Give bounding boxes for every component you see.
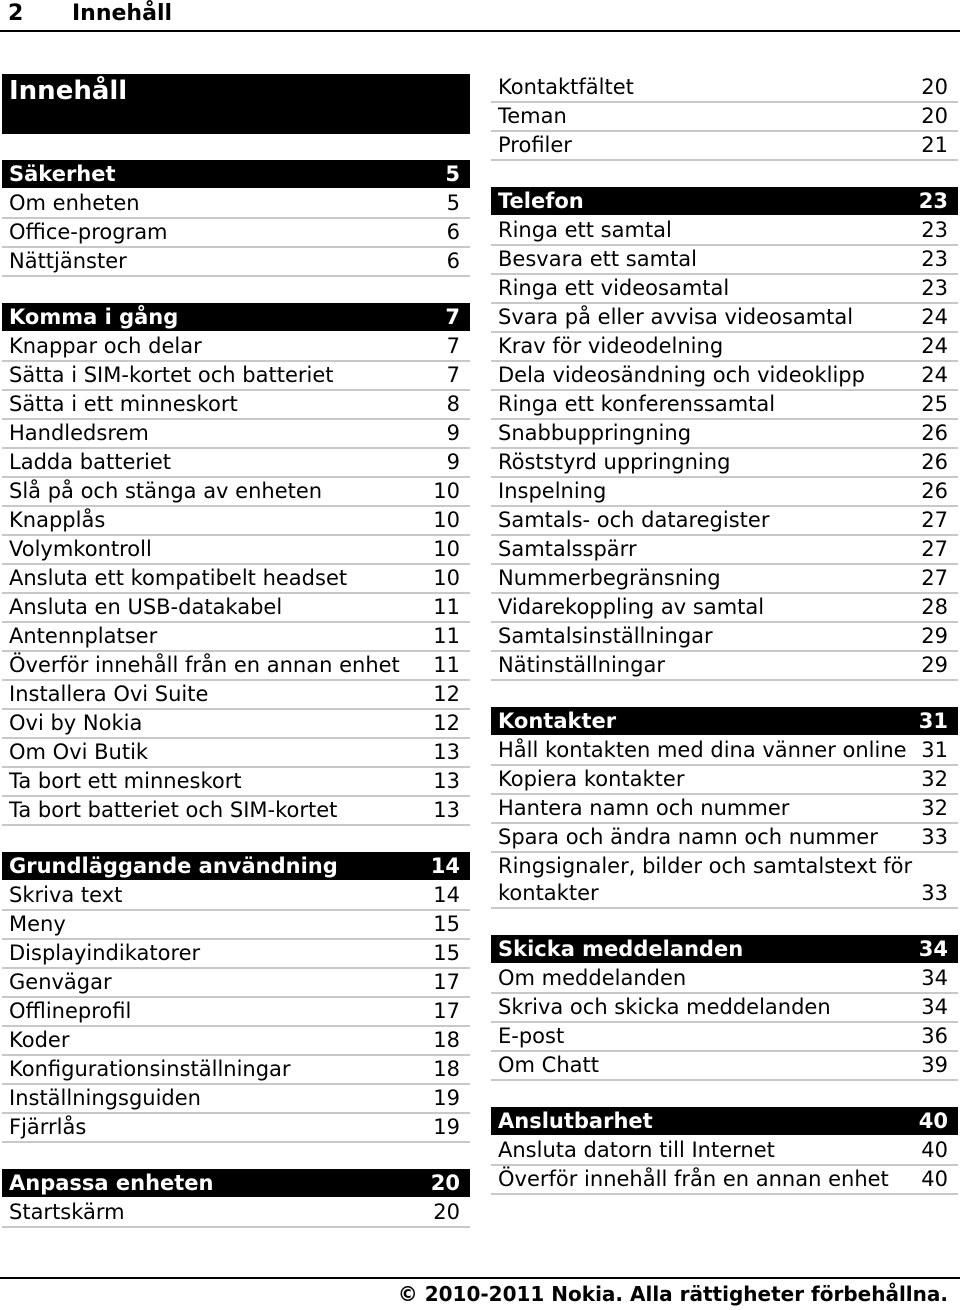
toc-entry-page: 15 bbox=[433, 912, 460, 936]
section-page: 20 bbox=[430, 1171, 460, 1195]
toc-entry[interactable] bbox=[491, 1052, 958, 1081]
toc-entry-page: 11 bbox=[433, 595, 460, 619]
toc-entry[interactable] bbox=[491, 362, 958, 391]
toc-entry-page: 7 bbox=[446, 363, 460, 387]
toc-entry[interactable] bbox=[2, 940, 470, 969]
page-header bbox=[0, 0, 960, 32]
toc-entry-page: 11 bbox=[433, 653, 460, 677]
toc-entry[interactable] bbox=[491, 507, 958, 536]
toc-entry[interactable] bbox=[491, 132, 958, 161]
toc-entry[interactable] bbox=[491, 449, 958, 478]
toc-entry[interactable] bbox=[2, 623, 470, 652]
toc-entry-title: Sätta i ett minneskort bbox=[9, 392, 238, 416]
toc-entry-title: Ta bort batteriet och SIM-kortet bbox=[9, 798, 338, 822]
toc-left-column bbox=[2, 74, 470, 1228]
toc-entry[interactable] bbox=[491, 965, 958, 994]
toc-entry-title: Håll kontakten med dina vänner online bbox=[498, 738, 907, 762]
toc-section-heading[interactable] bbox=[2, 303, 470, 331]
toc-entry[interactable] bbox=[2, 248, 470, 277]
toc-entry-page: 20 bbox=[921, 75, 948, 99]
toc-entry[interactable] bbox=[2, 420, 470, 449]
toc-entry-page: 13 bbox=[433, 798, 460, 822]
toc-entry-page: 18 bbox=[433, 1057, 460, 1081]
toc-entry-page: 10 bbox=[433, 479, 460, 503]
toc-entry-page: 20 bbox=[433, 1200, 460, 1224]
toc-entry-page: 40 bbox=[921, 1138, 948, 1162]
toc-entry[interactable] bbox=[491, 1023, 958, 1052]
toc-entry-page: 19 bbox=[433, 1086, 460, 1110]
toc-entry-title: Ladda batteriet bbox=[9, 450, 171, 474]
toc-entry[interactable] bbox=[491, 1166, 958, 1195]
toc-entry[interactable] bbox=[491, 994, 958, 1023]
toc-entry-title: Nättjänster bbox=[9, 249, 127, 273]
toc-section-heading[interactable] bbox=[491, 935, 958, 963]
toc-section-heading[interactable] bbox=[491, 707, 958, 735]
toc-entry-title: Skriva text bbox=[9, 883, 123, 907]
toc-entry-title: Ansluta en USB-datakabel bbox=[9, 595, 283, 619]
copyright: © 2010-2011 Nokia. Alla rättigheter förbehållna. bbox=[397, 1282, 948, 1306]
toc-entry[interactable] bbox=[2, 333, 470, 362]
toc-entry-title: Om meddelanden bbox=[498, 966, 687, 990]
toc-entry-page: 15 bbox=[433, 941, 460, 965]
toc-entry-title: Sätta i SIM-kortet och batteriet bbox=[9, 363, 334, 387]
toc-entry[interactable] bbox=[2, 710, 470, 739]
toc-entry[interactable] bbox=[491, 795, 958, 824]
toc-entry-title: Om enheten bbox=[9, 191, 140, 215]
section-title: Kontakter bbox=[498, 709, 617, 733]
toc-entry-title: Om Chatt bbox=[498, 1053, 599, 1077]
toc-entry[interactable] bbox=[2, 594, 470, 623]
toc-entry[interactable] bbox=[2, 768, 470, 797]
toc-entry[interactable] bbox=[491, 623, 958, 652]
toc-entry-title: Nätinställningar bbox=[498, 653, 665, 677]
toc-entry-title: Installera Ovi Suite bbox=[9, 682, 209, 706]
toc-entry-title: Spara och ändra namn och nummer bbox=[498, 825, 878, 849]
toc-entry-title: Knappar och delar bbox=[9, 334, 202, 358]
section-page: 23 bbox=[918, 189, 948, 213]
toc-entry-page: 12 bbox=[433, 682, 460, 706]
toc-entry-page: 8 bbox=[446, 392, 460, 416]
toc-entry-page: 21 bbox=[921, 133, 948, 157]
toc-entry-page: 26 bbox=[921, 450, 948, 474]
section-title: Telefon bbox=[498, 189, 584, 213]
toc-entry-page: 33 bbox=[921, 881, 948, 905]
toc-entry[interactable] bbox=[491, 217, 958, 246]
toc-entry[interactable] bbox=[491, 103, 958, 132]
toc-entry-page: 25 bbox=[921, 392, 948, 416]
toc-entry[interactable] bbox=[491, 478, 958, 507]
toc-section-heading[interactable] bbox=[491, 1107, 958, 1135]
toc-entry[interactable] bbox=[491, 853, 958, 909]
toc-entry-title: Röststyrd uppringning bbox=[498, 450, 731, 474]
toc-entry[interactable] bbox=[2, 797, 470, 826]
toc-entry-title: Ringa ett samtal bbox=[498, 218, 672, 242]
toc-entry-title: Överför innehåll från en annan enhet bbox=[498, 1167, 889, 1191]
toc-entry[interactable] bbox=[491, 420, 958, 449]
toc-entry[interactable] bbox=[2, 1027, 470, 1056]
toc-entry[interactable] bbox=[491, 246, 958, 275]
toc-entry-title: Profiler bbox=[498, 133, 572, 157]
toc-entry-title: Samtalsspärr bbox=[498, 537, 637, 561]
toc-entry-title: Samtalsinställningar bbox=[498, 624, 713, 648]
toc-entry-page: 36 bbox=[921, 1024, 948, 1048]
section-title: Komma i gång bbox=[9, 305, 179, 329]
section-page: 40 bbox=[918, 1109, 948, 1133]
toc-entry-page: 13 bbox=[433, 769, 460, 793]
toc-entry[interactable] bbox=[2, 882, 470, 911]
toc-entry-page: 6 bbox=[446, 220, 460, 244]
section-title: Skicka meddelanden bbox=[498, 937, 744, 961]
toc-entry-title: Kontaktfältet bbox=[498, 75, 634, 99]
toc-entry-page: 14 bbox=[433, 883, 460, 907]
section-page: 34 bbox=[918, 937, 948, 961]
page-number: 2 bbox=[8, 1, 24, 26]
toc-entry[interactable] bbox=[2, 1114, 470, 1143]
toc-section-heading[interactable] bbox=[2, 1169, 470, 1197]
section-page: 5 bbox=[445, 162, 460, 186]
toc-entry-title: Genvägar bbox=[9, 970, 112, 994]
toc-entry[interactable] bbox=[2, 507, 470, 536]
toc-entry[interactable] bbox=[491, 766, 958, 795]
toc-entry-page: 17 bbox=[433, 999, 460, 1023]
toc-entry[interactable] bbox=[2, 190, 470, 219]
toc-entry[interactable] bbox=[491, 275, 958, 304]
toc-entry[interactable] bbox=[2, 565, 470, 594]
toc-entry-title: Hantera namn och nummer bbox=[498, 796, 790, 820]
toc-section-heading[interactable] bbox=[491, 187, 958, 215]
toc-entry-page: 10 bbox=[433, 508, 460, 532]
toc-entry-title: Ansluta datorn till Internet bbox=[498, 1138, 775, 1162]
toc-entry-title: Fjärrlås bbox=[9, 1115, 87, 1139]
toc-entry[interactable] bbox=[2, 911, 470, 940]
section-title: Anpassa enheten bbox=[9, 1171, 214, 1195]
toc-entry[interactable] bbox=[491, 333, 958, 362]
toc-entry-page: 23 bbox=[921, 218, 948, 242]
toc-entry-title: Slå på och stänga av enheten bbox=[9, 479, 323, 503]
toc-entry[interactable] bbox=[491, 1137, 958, 1166]
toc-entry-title: Antennplatser bbox=[9, 624, 158, 648]
toc-entry-title: E-post bbox=[498, 1024, 565, 1048]
toc-entry-title: Nummerbegränsning bbox=[498, 566, 721, 590]
toc-entry-title: Koder bbox=[9, 1028, 70, 1052]
toc-entry-page: 11 bbox=[433, 624, 460, 648]
toc-entry-title: Knapplås bbox=[9, 508, 106, 532]
toc-section-heading[interactable] bbox=[2, 160, 470, 188]
toc-entry-title: Ansluta ett kompatibelt headset bbox=[9, 566, 348, 590]
toc-entry-title: Vidarekoppling av samtal bbox=[498, 595, 765, 619]
toc-entry-page: 9 bbox=[446, 450, 460, 474]
toc-entry-page: 34 bbox=[921, 966, 948, 990]
toc-entry-title: Offlineprofil bbox=[9, 999, 132, 1023]
header-title: Innehåll bbox=[72, 1, 173, 26]
toc-entry-page: 9 bbox=[446, 421, 460, 445]
toc-entry-title: Inställningsguiden bbox=[9, 1086, 201, 1110]
toc-entry[interactable] bbox=[491, 652, 958, 681]
toc-entry-page: 26 bbox=[921, 479, 948, 503]
toc-entry-title: Ringa ett konferenssamtal bbox=[498, 392, 776, 416]
toc-entry[interactable] bbox=[491, 391, 958, 420]
toc-entry-title: Samtals- och dataregister bbox=[498, 508, 770, 532]
toc-entry-title: Startskärm bbox=[9, 1200, 125, 1224]
toc-entry-title: Skriva och skicka meddelanden bbox=[498, 995, 831, 1019]
toc-entry[interactable] bbox=[491, 737, 958, 766]
toc-entry[interactable] bbox=[491, 536, 958, 565]
toc-title: Innehåll bbox=[2, 74, 470, 134]
toc-entry-page: 10 bbox=[433, 537, 460, 561]
toc-entry-title: Kopiera kontakter bbox=[498, 767, 685, 791]
toc-entry-title: Överför innehåll från en annan enhet bbox=[9, 653, 400, 677]
toc-entry-page: 24 bbox=[921, 305, 948, 329]
toc-entry[interactable] bbox=[491, 74, 958, 103]
toc-entry-page: 5 bbox=[446, 191, 460, 215]
toc-entry-page: 13 bbox=[433, 740, 460, 764]
toc-entry[interactable] bbox=[2, 1056, 470, 1085]
toc-entry-page: 12 bbox=[433, 711, 460, 735]
section-page: 14 bbox=[430, 854, 460, 878]
toc-entry[interactable] bbox=[2, 449, 470, 478]
toc-entry-page: 33 bbox=[921, 825, 948, 849]
toc-entry-title: Krav för videodelning bbox=[498, 334, 724, 358]
toc-entry[interactable] bbox=[2, 478, 470, 507]
toc-entry-page: 6 bbox=[446, 249, 460, 273]
toc-entry-page: 40 bbox=[921, 1167, 948, 1191]
toc-entry-page: 17 bbox=[433, 970, 460, 994]
toc-entry-page: 32 bbox=[921, 796, 948, 820]
toc-entry-title: Snabbuppringning bbox=[498, 421, 692, 445]
toc-entry[interactable] bbox=[2, 998, 470, 1027]
toc-entry-title: Ringa ett videosamtal bbox=[498, 276, 730, 300]
toc-entry-page: 29 bbox=[921, 624, 948, 648]
toc-entry[interactable] bbox=[2, 681, 470, 710]
toc-entry-page: 26 bbox=[921, 421, 948, 445]
toc-entry-page: 31 bbox=[921, 738, 948, 762]
toc-entry-page: 24 bbox=[921, 363, 948, 387]
toc-entry[interactable] bbox=[2, 536, 470, 565]
toc-entry-title: Ovi by Nokia bbox=[9, 711, 143, 735]
toc-entry[interactable] bbox=[2, 1085, 470, 1114]
toc-entry[interactable] bbox=[491, 304, 958, 333]
toc-entry-page: 10 bbox=[433, 566, 460, 590]
toc-entry-title: Volymkontroll bbox=[9, 537, 152, 561]
toc-entry-title: Konfigurationsinställningar bbox=[9, 1057, 291, 1081]
section-title: Anslutbarhet bbox=[498, 1109, 653, 1133]
toc-entry-title: Ta bort ett minneskort bbox=[9, 769, 242, 793]
toc-entry-title: Besvara ett samtal bbox=[498, 247, 698, 271]
section-page: 31 bbox=[918, 709, 948, 733]
toc-entry-page: 27 bbox=[921, 508, 948, 532]
toc-entry-title: Svara på eller avvisa videosamtal bbox=[498, 305, 854, 329]
toc-entry-page: 32 bbox=[921, 767, 948, 791]
toc-entry-page: 29 bbox=[921, 653, 948, 677]
toc-entry-page: 7 bbox=[446, 334, 460, 358]
toc-entry[interactable] bbox=[2, 219, 470, 248]
toc-entry-title: Handledsrem bbox=[9, 421, 149, 445]
toc-entry-title: Office-program bbox=[9, 220, 168, 244]
toc-entry-page: 18 bbox=[433, 1028, 460, 1052]
toc-entry[interactable] bbox=[2, 969, 470, 998]
section-title: Säkerhet bbox=[9, 162, 116, 186]
section-page: 7 bbox=[445, 305, 460, 329]
toc-entry-page: 39 bbox=[921, 1053, 948, 1077]
toc-entry-page: 23 bbox=[921, 247, 948, 271]
toc-entry-title: Ringsignaler, bilder och samtalstext för kontakter bbox=[498, 854, 913, 905]
toc-entry-page: 34 bbox=[921, 995, 948, 1019]
toc-entry-title: Teman bbox=[498, 104, 567, 128]
toc-entry-page: 27 bbox=[921, 537, 948, 561]
toc-entry-page: 24 bbox=[921, 334, 948, 358]
toc-entry-title: Inspelning bbox=[498, 479, 607, 503]
toc-entry[interactable] bbox=[491, 824, 958, 853]
page-footer bbox=[0, 1277, 960, 1310]
toc-entry[interactable] bbox=[2, 739, 470, 768]
toc-entry-title: Displayindikatorer bbox=[9, 941, 201, 965]
toc-entry[interactable] bbox=[491, 565, 958, 594]
toc-entry-page: 28 bbox=[921, 595, 948, 619]
toc-entry-page: 27 bbox=[921, 566, 948, 590]
toc-entry-title: Om Ovi Butik bbox=[9, 740, 149, 764]
toc-entry-title: Dela videosändning och videoklipp bbox=[498, 363, 865, 387]
toc-entry-page: 19 bbox=[433, 1115, 460, 1139]
toc-entry[interactable] bbox=[2, 652, 470, 681]
toc-entry[interactable] bbox=[491, 594, 958, 623]
toc-entry[interactable] bbox=[2, 362, 470, 391]
section-title: Grundläggande användning bbox=[9, 854, 338, 878]
toc-entry[interactable] bbox=[2, 1199, 470, 1228]
toc-entry-page: 23 bbox=[921, 276, 948, 300]
toc-entry[interactable] bbox=[2, 391, 470, 420]
toc-right-column bbox=[491, 74, 958, 1195]
toc-section-heading[interactable] bbox=[2, 852, 470, 880]
toc-entry-page: 20 bbox=[921, 104, 948, 128]
toc-entry-title: Meny bbox=[9, 912, 66, 936]
